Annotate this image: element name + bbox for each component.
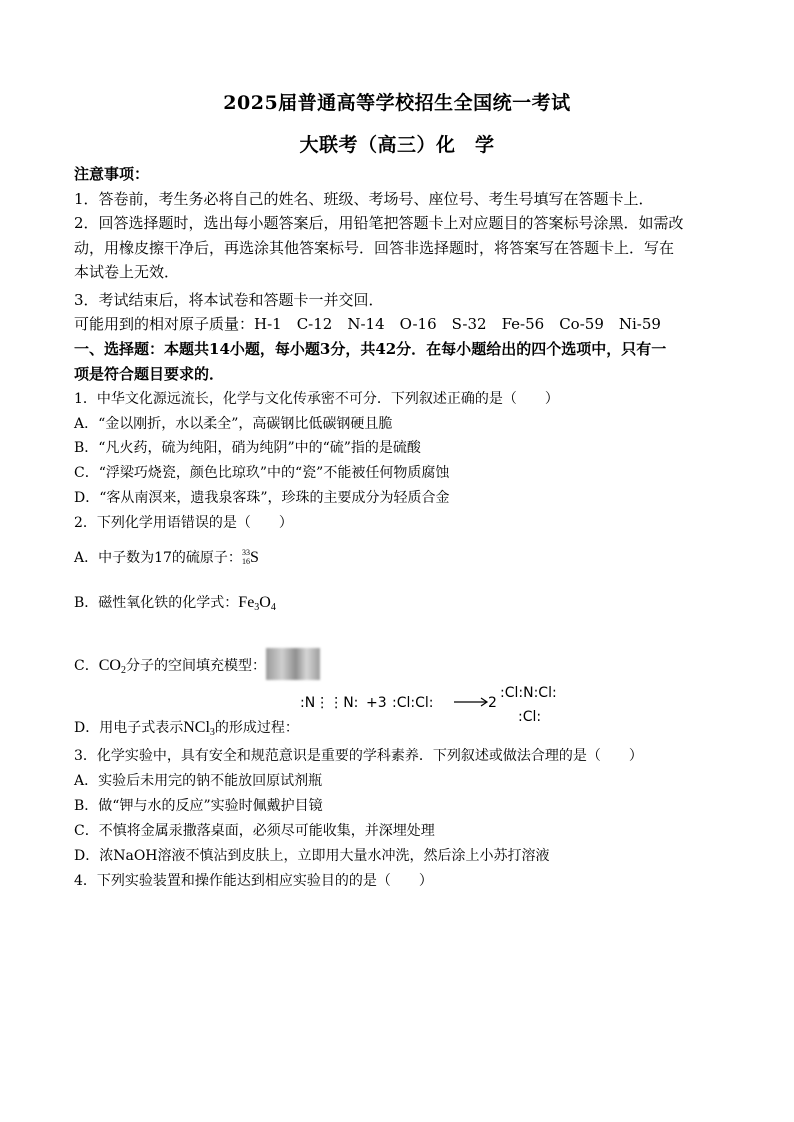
- note-item-2-end: 本试卷上无效．: [74, 263, 180, 281]
- ncl3-formula: NCl$_3$: [183, 719, 215, 738]
- question-3-option-d: D．浓NaOH溶液不慎沾到皮肤上，立即用大量水冲洗，然后涂上小苏打溶液: [74, 848, 550, 864]
- section-heading: 一、选择题：本题共14小题，每小题3分，共42分．在每小题给出的四个选项中，只有一: [74, 340, 667, 358]
- note-item-2-cont: 动，用橡皮擦干净后，再选涂其他答案标号．回答非选择题时，将答案写在答题卡上．写在: [74, 239, 675, 257]
- mass-number: 33: [241, 548, 250, 557]
- note-item-1: 1．答卷前，考生务必将自己的姓名、班级、考场号、座位号、考生号填写在答题卡上．: [74, 190, 654, 208]
- question-2-stem: 2．下列化学用语错误的是（ ）: [74, 515, 293, 531]
- co2-formula: $CO_2$: [98, 657, 126, 676]
- coefficient-two: 2: [488, 695, 497, 711]
- question-1-stem: 1．中华文化源远流长，化学与文化传承密不可分．下列叙述正确的是（ ）: [74, 391, 559, 407]
- question-3-stem: 3．化学实验中，具有安全和规范意识是重要的学科素养．下列叙述或做法合理的是（ ）: [74, 748, 643, 764]
- question-1-option-a: A．“金以刚折，水以柔全”，高碳钢比低碳钢硬且脆: [74, 416, 393, 432]
- section-heading-cont: 项是符合题目要求的．: [74, 365, 225, 383]
- option-a-text: A．中子数为17的硫原子：: [74, 550, 242, 566]
- atomic-number: 16: [241, 557, 250, 566]
- question-2-option-a: [74, 548, 734, 568]
- note-item-3: 3．考试结束后，将本试卷和答题卡一并交回．: [74, 291, 384, 309]
- cl2-electron-dot: :Cl:Cl:: [392, 695, 434, 711]
- exam-title: 2025届普通高等学校招生全国统一考试: [223, 92, 571, 114]
- fe3o4-formula: $Fe_3O_4$: [238, 594, 276, 613]
- question-2-option-c: C．$CO_2$分子的空间填充模型：: [74, 648, 734, 681]
- sulfur-nuclide: [242, 549, 259, 566]
- n2-electron-dot: :N⋮⋮N:: [300, 695, 359, 711]
- space-filling-model-image: [266, 648, 320, 680]
- notes-heading: 注意事项：: [74, 165, 150, 183]
- ncl3-lower-cl: :Cl:: [518, 709, 542, 725]
- question-1-option-b: B．“凡火药，硫为纯阳，硝为纯阴”中的“硫”指的是硫酸: [74, 440, 421, 456]
- question-1-option-d: D．“客从南溟来，遗我泉客珠”，珍珠的主要成分为轻质合金: [74, 490, 450, 506]
- plus-three: +3: [366, 695, 387, 711]
- question-4-stem: 4．下列实验装置和操作能达到相应实验目的的是（ ）: [74, 873, 433, 889]
- question-2-option-d: D．用电子式表示NCl$_3$的形成过程：: [74, 719, 299, 738]
- question-3-option-c: C．不慎将金属汞撒落桌面，必须尽可能收集，并深埋处理: [74, 823, 435, 839]
- option-b-text: B．磁性氧化铁的化学式：: [74, 595, 239, 611]
- question-3-option-a: A．实验后未用完的钠不能放回原试剂瓶: [74, 773, 323, 789]
- question-1-option-c: C．“浮梁巧烧瓷，颜色比琼玖”中的“瓷”不能被任何物质腐蚀: [74, 465, 450, 481]
- question-3-option-b: B．做“钾与水的反应”实验时佩戴护目镜: [74, 798, 323, 814]
- element-symbol: S: [249, 549, 259, 566]
- ncl3-electron-dot: :Cl:N:Cl:: [500, 685, 557, 701]
- question-2-option-b: [74, 593, 734, 618]
- note-item-2: 2．回答选择题时，选出每小题答案后，用铅笔把答题卡上对应题目的答案标号涂黑．如需改: [74, 214, 684, 232]
- exam-subtitle: 大联考（高三）化 学: [299, 134, 495, 156]
- atomic-masses: 可能用到的相对原子质量：H-1 C-12 N-14 O-16 S-32 Fe-56 Co-59 Ni-59: [74, 315, 661, 333]
